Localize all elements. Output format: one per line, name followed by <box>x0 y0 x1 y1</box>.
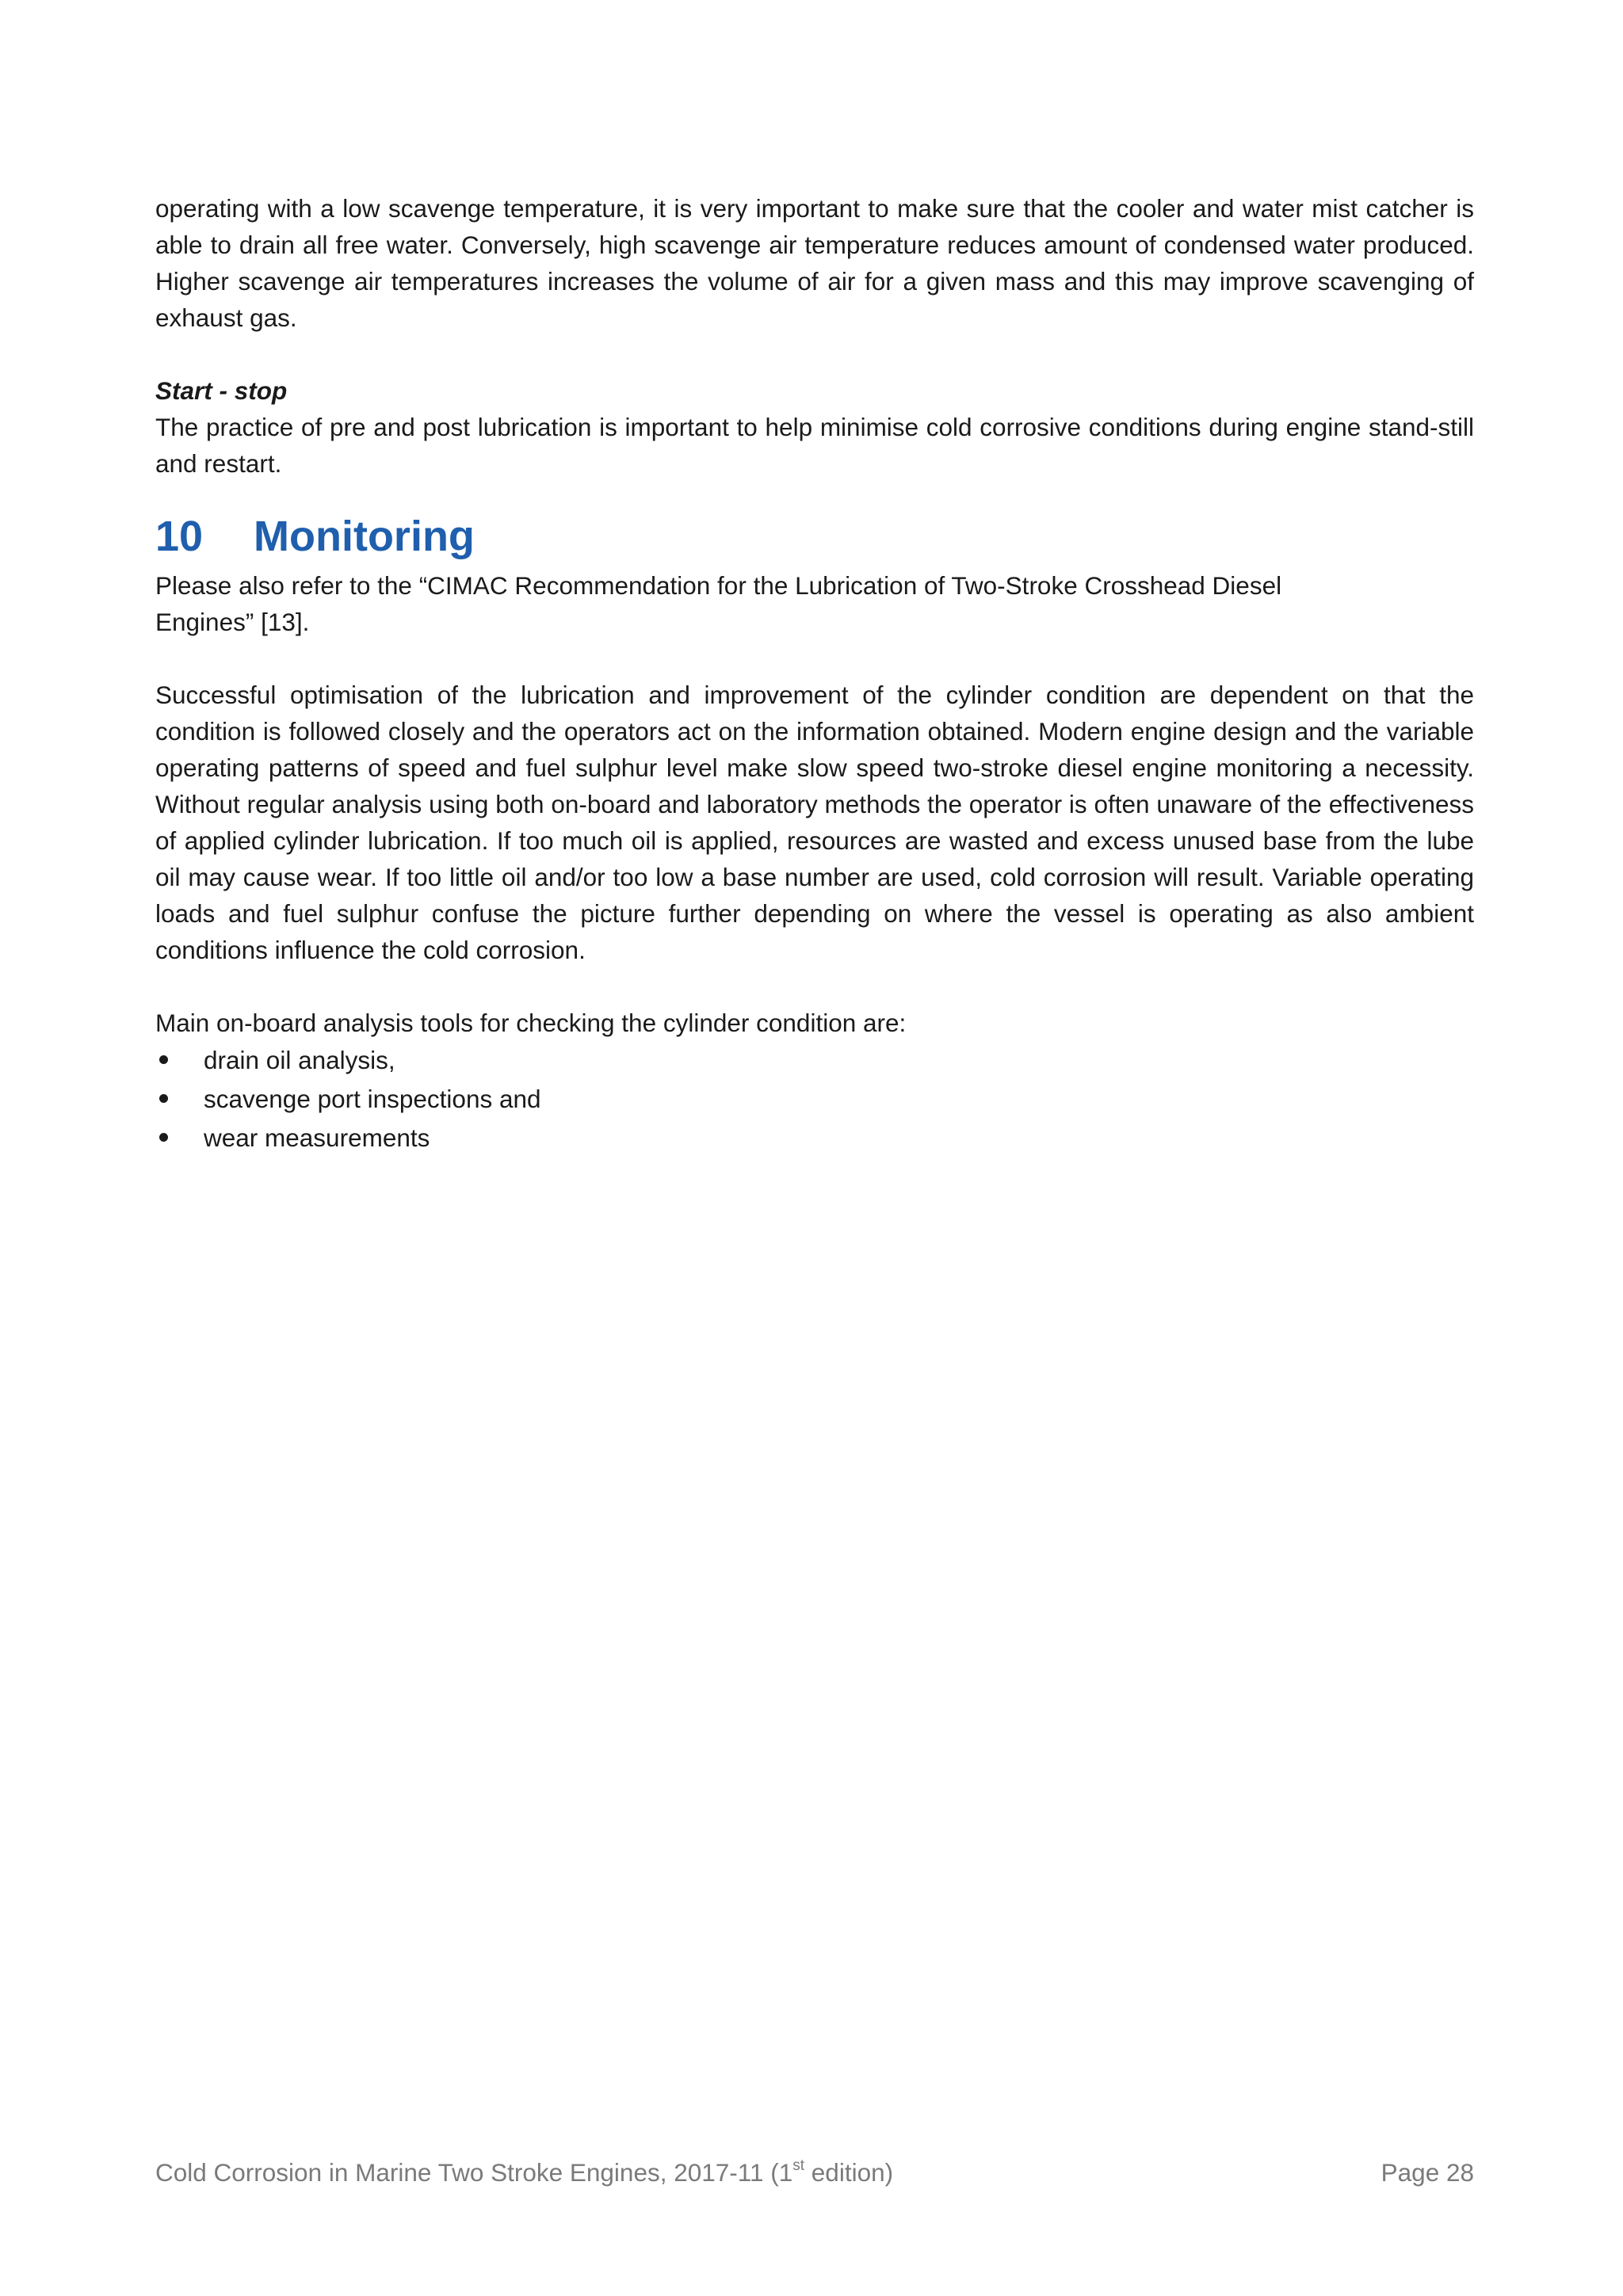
tools-intro-paragraph: Main on-board analysis tools for checking the cylinder condition are: <box>155 1009 907 1037</box>
list-item-text: drain oil analysis, <box>204 1046 395 1074</box>
spacer <box>155 336 1474 372</box>
footer-title-sup: st <box>792 2157 805 2174</box>
bullet-icon <box>159 1055 168 1064</box>
list-item <box>155 1080 1474 1119</box>
page-number: Page 28 <box>1381 2158 1474 2187</box>
intro-paragraph: operating with a low scavenge temperature, it is very important to make sure that the cooler and water mist catcher is able to drain all free water. Conversely, high scavenge air temperature reduces amount of condensed water produced. Higher scavenge air temperatures increases the volume of air for a given mass and this may improve scavenging of exhaust gas. <box>155 194 1474 332</box>
section-number: 10 <box>155 513 204 560</box>
refer-paragraph <box>155 567 1474 640</box>
page-body <box>155 190 1474 1158</box>
footer-title-end: edition) <box>804 2158 894 2187</box>
list-item-text: scavenge port inspections and <box>204 1085 541 1113</box>
list-item <box>155 1041 1474 1080</box>
subheading-start-stop: Start - stop <box>155 376 288 405</box>
refer-line-2: Engines” [13]. <box>155 608 310 636</box>
success-paragraph: Successful optimisation of the lubrication and improvement of the cylinder condition are dependent on that the condition is followed closely and the operators act on the information obtained. Modern engine design and the variable operating patterns of speed and fuel sulphur level make slow speed two-stroke diesel engine monitoring a necessity. Without regular analysis using both on-board and laboratory methods the operator is often unaware of the effectiveness of applied cylinder lubrication. If too much oil is applied, resources are wasted and excess unused base from the lube oil may cause wear. If too little oil and/or too low a base number are used, cold corrosion will result. Variable operating loads and fuel sulphur confuse the picture further depending on where the vessel is operating as also ambient conditions influence the cold corrosion. <box>155 681 1474 964</box>
refer-line-1: Please also refer to the “CIMAC Recommendation for the Lubrication of Two-Stroke Crosshead Diesel <box>155 571 1282 600</box>
section-heading <box>155 509 1474 564</box>
list-item-text: wear measurements <box>204 1123 430 1152</box>
section-title: Monitoring <box>254 513 475 560</box>
spacer <box>155 640 1474 677</box>
page-footer <box>155 2157 1474 2188</box>
footer-title-main: Cold Corrosion in Marine Two Stroke Engines, 2017-11 (1 <box>155 2158 793 2187</box>
bullet-icon <box>159 1133 168 1142</box>
spacer <box>155 968 1474 1005</box>
footer-title <box>155 2158 893 2187</box>
start-stop-paragraph: The practice of pre and post lubrication is important to help minimise cold corrosive conditions during engine stand-still and restart. <box>155 413 1474 478</box>
tools-bullet-list <box>155 1041 1474 1158</box>
bullet-icon <box>159 1094 168 1103</box>
list-item <box>155 1119 1474 1158</box>
